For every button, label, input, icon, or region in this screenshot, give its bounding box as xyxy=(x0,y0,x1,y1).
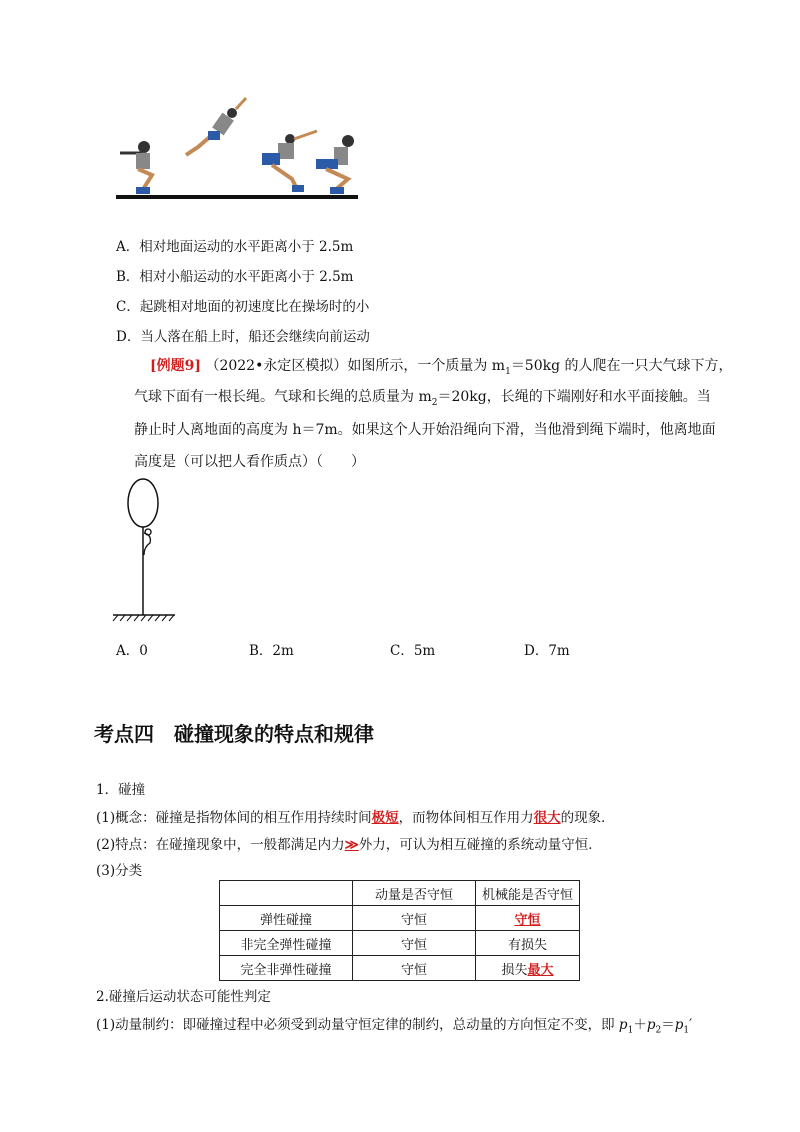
table-header-cell xyxy=(220,881,353,906)
ground-line xyxy=(116,195,358,199)
post-collision-heading: 2.碰撞后运动状态可能性判定 xyxy=(96,989,271,1005)
answer-d: D．7m xyxy=(524,643,570,659)
table-header-row xyxy=(220,881,580,906)
option-b: B．相对小船运动的水平距离小于 2.5m xyxy=(116,269,354,285)
athlete-landing xyxy=(262,131,317,192)
example-line-4: 高度是（可以把人看作质点）（ ） xyxy=(134,454,365,470)
option-c: C．起跳相对地面的初速度比在操场时的小 xyxy=(116,299,370,315)
example-line-3: 静止时人离地面的高度为 h＝7m。如果这个人开始沿绳向下滑，当他滑到绳下端时，他离地面 xyxy=(134,422,716,438)
balloon xyxy=(128,479,158,527)
athlete-flight xyxy=(186,98,246,155)
table-row: 完全非弹性碰撞 守恒 损失最大 xyxy=(220,956,580,981)
balloon-figure xyxy=(110,475,190,625)
momentum-constraint: (1)动量制约：即碰撞过程中必须受到动量守恒定律的制约，总动量的方向恒定不变，即 $p_1+p_2=p_1'$ xyxy=(96,1017,693,1036)
highlight-very-large: 很大 xyxy=(533,810,561,826)
table-row: 弹性碰撞 守恒 守恒 xyxy=(220,906,580,931)
long-jump-figure xyxy=(112,95,362,205)
table-row: 非完全弹性碰撞 守恒 有损失 xyxy=(220,931,580,956)
collision-classify: (3)分类 xyxy=(96,863,143,879)
collision-concept: (1)概念：碰撞是指物体间的相互作用持续时间极短，而物体间相互作用力很大的现象． xyxy=(96,810,615,826)
athlete-takeoff xyxy=(120,141,152,194)
answer-a: A．0 xyxy=(116,643,148,659)
collision-feature: (2)特点：在碰撞现象中，一般都满足内力≫外力，可认为相互碰撞的系统动量守恒． xyxy=(96,837,602,853)
table-header-cell: 动量是否守恒 xyxy=(353,881,476,906)
highlight-very-short: 极短 xyxy=(371,810,399,826)
section-title: 考点四 碰撞现象的特点和规律 xyxy=(94,722,374,746)
athlete-crouch xyxy=(316,135,354,194)
table-header-cell: 机械能是否守恒 xyxy=(476,881,580,906)
collision-heading: 1．碰撞 xyxy=(96,782,146,798)
example-line-1: [例题9] （2022•永定区模拟）如图所示，一个质量为 $m_1=50kg$ 的人爬在一只大气球下方， xyxy=(150,358,733,377)
collision-table xyxy=(219,880,580,981)
option-d: D．当人落在船上时，船还会继续向前运动 xyxy=(116,329,370,345)
answer-c: C．5m xyxy=(390,643,436,659)
person xyxy=(144,529,151,555)
example-tag: [例题9] xyxy=(150,358,201,374)
answer-b: B．2m xyxy=(249,643,294,659)
option-a: A．相对地面运动的水平距离小于 2.5m xyxy=(116,239,354,255)
example-line-2: 气球下面有一根长绳。气球和长绳的总质量为 $m_2=20kg$，长绳的下端刚好和水平面接触。当 xyxy=(134,389,711,408)
highlight-much-greater: ≫ xyxy=(344,837,359,853)
